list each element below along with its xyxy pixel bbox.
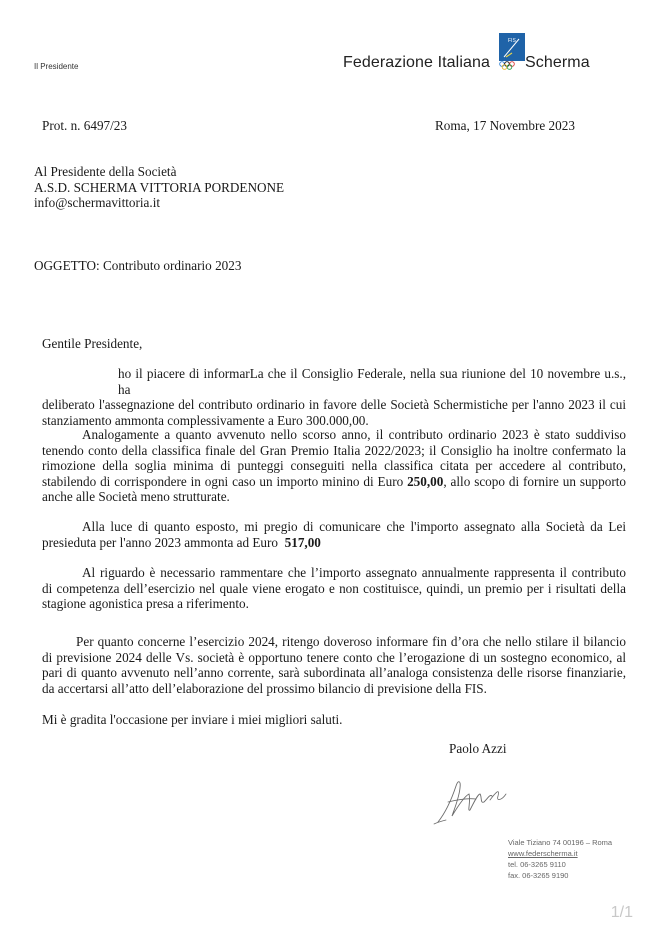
recipient-title: Al Presidente della Società (34, 164, 177, 179)
assigned-amount: 517,00 (284, 534, 321, 550)
letter-date: Roma, 17 Novembre 2023 (435, 118, 575, 133)
paragraph-line: Per quanto concerne l’esercizio 2024, ritengo doveroso informare fin d’ora che nello stilare il bilancio (76, 634, 626, 649)
paragraph-5 (42, 634, 626, 696)
minimum-amount: 250,00 (407, 473, 444, 489)
signature-icon (432, 772, 524, 828)
paragraph-line: da accertarsi all’atto dell’elaborazione del prossimo bilancio di previsione della FIS. (42, 680, 487, 696)
org-name: Federazione Italiana (343, 54, 490, 71)
paragraph-3 (42, 519, 626, 550)
logo-text: FIS (508, 38, 516, 44)
paragraph-1 (42, 366, 626, 428)
text-fragment: stabilendo di corrispondere in ogni caso un importo minino di Euro (42, 473, 404, 489)
paragraph-line: stanziamento ammonta complessivamente a Euro 300.000,00. (42, 412, 369, 428)
paragraph-line: rimozione della soglia minima di punteggi conseguiti nella classifica citata per accedere al contributo, (42, 458, 626, 473)
letter-subject: OGGETTO: Contributo ordinario 2023 (34, 258, 242, 273)
paragraph-line: pari di quanto avvenuto nell’anno corrente, sarà subordinata all’analoga consistenza delle risorse finanziarie, (42, 665, 626, 680)
recipient-name: A.S.D. SCHERMA VITTORIA PORDENONE (34, 180, 285, 195)
footer-phone: tel. 06-3265 9110 (508, 860, 566, 869)
signer-name: Paolo Azzi (449, 741, 507, 756)
protocol-number: Prot. n. 6497/23 (42, 118, 127, 133)
page-indicator: 1/1 (610, 904, 633, 921)
footer-website-link[interactable]: www.federscherma.it (508, 849, 578, 858)
salutation: Gentile Presidente, (42, 336, 143, 351)
text-fragment: presieduta per l'anno 2023 ammonta ad Euro (42, 534, 279, 550)
paragraph-line: ho il piacere di informarLa che il Consiglio Federale, nella sua riunione del 10 novembre u.s., ha (118, 366, 626, 397)
paragraph-line (42, 474, 626, 490)
paragraph-line: di previsione 2024 delle Vs. società è opportuno tenere conto che l’erogazione di un sostegno economico, al (42, 649, 626, 665)
closing-line: Mi è gradita l'occasione per inviare i miei migliori saluti. (42, 712, 343, 727)
paragraph-line: stagione agonistica presa a riferimento. (42, 596, 249, 611)
paragraph-line: anche alle Società meno strutturate. (42, 489, 230, 504)
fis-logo-icon (499, 33, 525, 77)
text-fragment: , allo scopo di fornire un supporto (443, 473, 626, 489)
paragraph-line: Alla luce di quanto esposto, mi pregio di comunicare che l'importo assegnato alla Società da Lei (82, 519, 626, 534)
paragraph-4 (42, 565, 626, 612)
sender-role: Il Presidente (34, 62, 79, 71)
paragraph-line: deliberato l'assegnazione del contributo ordinario in favore delle Società Schermistiche per l'anno 2023 il cui (42, 397, 626, 412)
paragraph-line (42, 535, 626, 551)
footer-address: Viale Tiziano 74 00196 – Roma (508, 838, 613, 847)
footer-contact (508, 837, 612, 881)
paragraph-line: Al riguardo è necessario rammentare che l’importo assegnato annualmente rappresenta il contributo (82, 565, 626, 580)
paragraph-line: Analogamente a quanto avvenuto nello scorso anno, il contributo ordinario 2023 è stato suddiviso (82, 427, 626, 442)
footer-fax: fax. 06-3265 9190 (508, 871, 569, 880)
paragraph-line: di competenza dell’esercizio nel quale viene erogato e non costituisce, quindi, un premio per i risultati della (42, 580, 626, 596)
paragraph-line: tenendo conto della classifica finale del Gran Premio Italia 2022/2023; il Consiglio ha inoltre confermato la (42, 442, 626, 458)
recipient-email: info@schermavittoria.it (34, 195, 161, 210)
paragraph-2 (42, 427, 626, 505)
org-name-suffix: Scherma (525, 54, 590, 71)
